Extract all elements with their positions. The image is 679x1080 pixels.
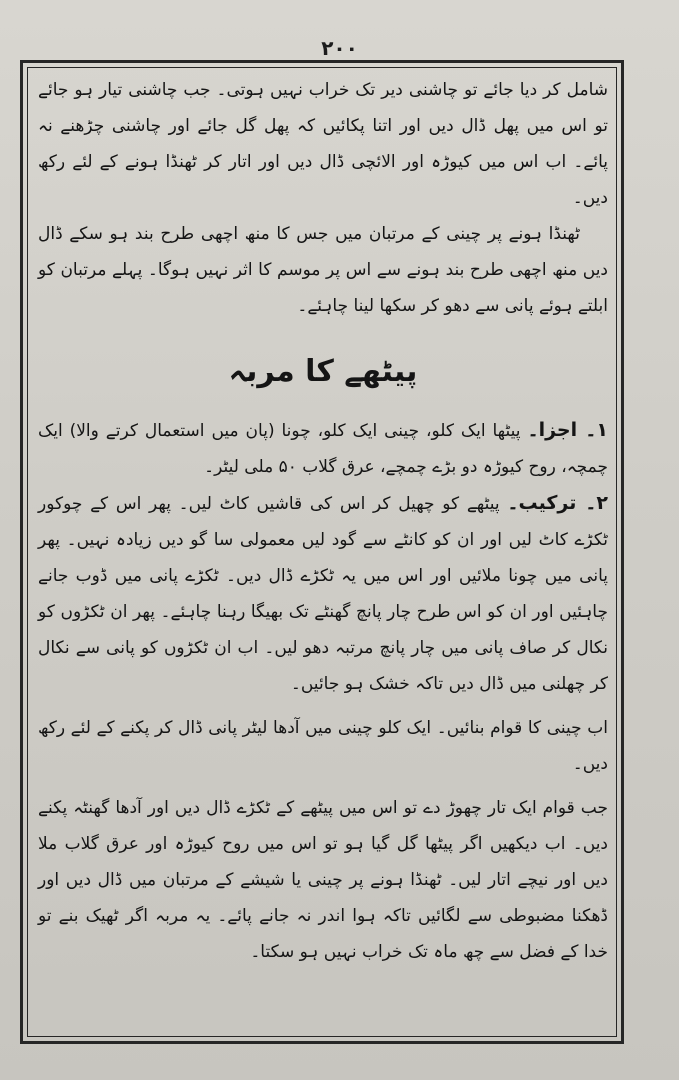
ingredients-paragraph	[38, 412, 608, 485]
recipe-heading: پیٹھے کا مربہ	[228, 354, 418, 389]
page-content	[38, 72, 608, 1032]
syrup-paragraph: اب چینی کا قوام بنائیں۔ ایک کلو چینی میں آدھا لیٹر پانی ڈال کر پکنے کے لئے رکھ دیں۔	[38, 718, 608, 774]
ingredients-label: ۱۔ اجزا۔	[527, 419, 609, 441]
method-paragraph	[38, 485, 608, 702]
method-label: ۲۔ ترکیب۔	[507, 492, 608, 514]
cooling-paragraph: ٹھنڈا ہونے پر چینی کے مرتبان میں جس کا منھ اچھی طرح بند ہو سکے ڈال دیں منھ اچھی طرح بند ہونے سے اس پر موسم کا اثر نہیں ہوگا۔ پہلے مرتبان کو ابلتے ہوئے پانی سے دھو کر سکھا لینا چاہئے۔	[38, 224, 608, 316]
ingredients-text: پیٹھا ایک کلو، چینی ایک کلو، چونا (پان میں استعمال کرتے والا) ایک چمچہ، روح کیوڑہ دو بڑے چمچے، عرق گلاب ۵۰ ملی لیٹر۔	[38, 421, 608, 477]
page-number: ۲۰۰	[321, 36, 358, 60]
final-paragraph: جب قوام ایک تار چھوڑ دے تو اس میں پیٹھے کے ٹکڑے ڈال دیں اور آدھا گھنٹہ پکنے دیں۔ اب دیکھیں اگر پیٹھا گل گیا ہو تو اس میں روح کیوڑہ اور عرق گلاب ملا دیں اور نیچے اتار لیں۔ ٹھنڈا ہونے پر چینی یا شیشے کے مرتبان میں ڈال دیں اور ڈھکنا مضبوطی سے لگائیں تاکہ ہوا اندر نہ جانے پائے۔ یہ مربہ اگر ٹھیک بنے تو خدا کے فضل سے چھ ماہ تک خراب نہیں ہو سکتا۔	[38, 798, 608, 962]
method-text: پیٹھے کو چھیل کر اس کی قاشیں کاٹ لیں۔ پھر اس کے چوکور ٹکڑے کاٹ لیں اور ان کو کانٹے سے گود لیں معمولی سا گو دیں زیادہ نہیں۔ پھر پانی میں چونا ملائیں اور اس میں یہ ٹکڑے ڈال دیں۔ ٹکڑے پانی میں ڈوب جانے چاہئیں اور ان کو اس طرح چار پانچ گھنٹے تک بھیگا رہنا چاہئے۔ پھر ان ٹکڑوں کو نکال کر صاف پانی میں چار پانچ مرتبہ دھو لیں۔ اب ان ٹکڑوں کو پانی سے نکال کر چھلنی میں ڈال دیں تاکہ خشک ہو جائیں۔	[38, 494, 608, 694]
intro-paragraph: شامل کر دیا جائے تو چاشنی دیر تک خراب نہیں ہوتی۔ جب چاشنی تیار ہو جائے تو اس میں پھل ڈال دیں اور اتنا پکائیں کہ پھل گل جائے اور چاشنی چڑھنے نہ پائے۔ اب اس میں کیوڑہ اور الائچی ڈال دیں اور اتار کر ٹھنڈا ہونے کے لئے رکھ دیں۔	[38, 80, 608, 208]
